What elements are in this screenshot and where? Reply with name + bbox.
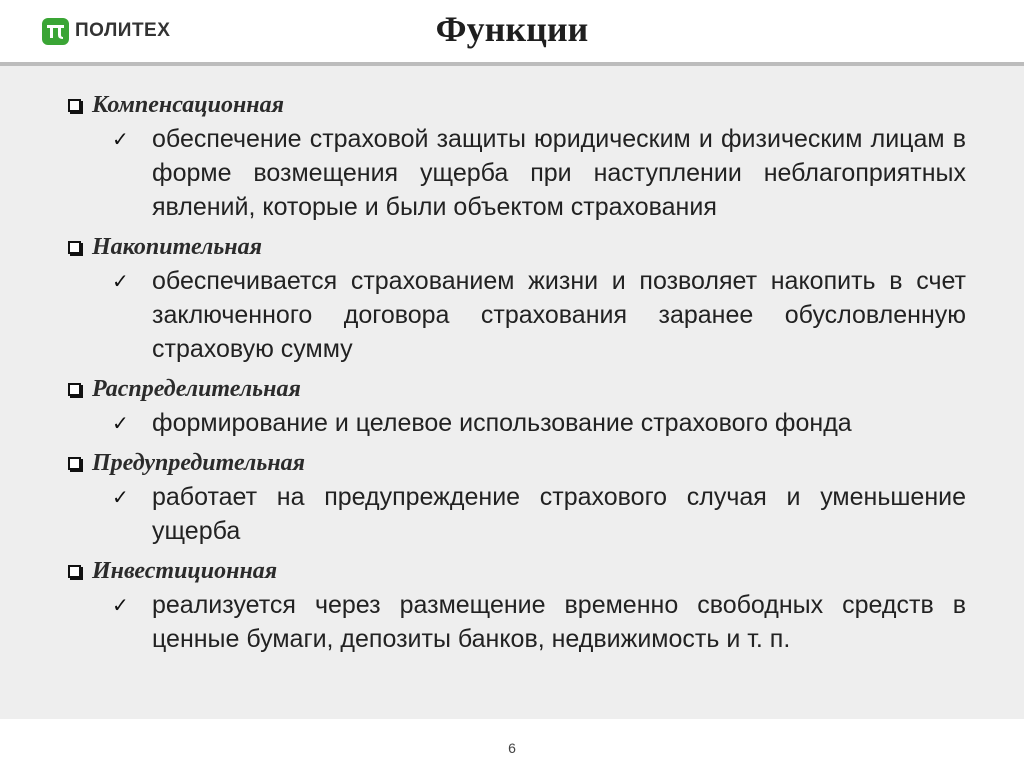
- item-description-row: [64, 122, 966, 224]
- item-heading-row: [64, 446, 966, 480]
- item-heading: Накопительная: [92, 233, 262, 260]
- slide-content: [0, 66, 1024, 719]
- item-heading: Предупредительная: [92, 449, 305, 476]
- list-item: [64, 230, 966, 366]
- item-description-row: [64, 480, 966, 548]
- item-heading-row: [64, 88, 966, 122]
- item-description: обеспечивается страхованием жизни и позволяет накопить в счет заключенного договора страхования заранее обусловленную страховую сумму: [152, 267, 966, 363]
- list-item: [64, 554, 966, 656]
- function-list: [64, 88, 966, 662]
- item-description: реализуется через размещение временно свободных средств в ценные бумаги, депозиты банков, недвижимость и т. п.: [152, 591, 966, 653]
- item-heading-row: [64, 554, 966, 588]
- checkmark-icon: ✓: [112, 485, 129, 509]
- item-heading: Компенсационная: [92, 91, 284, 118]
- square-bullet-icon: [68, 99, 81, 112]
- item-description: работает на предупреждение страхового случая и уменьшение ущерба: [152, 483, 966, 545]
- square-bullet-icon: [68, 241, 81, 254]
- item-description-row: [64, 264, 966, 366]
- item-description-row: [64, 406, 966, 440]
- brand-name: ПОЛИТЕХ: [75, 20, 171, 41]
- square-bullet-icon: [68, 383, 81, 396]
- item-heading: Инвестиционная: [92, 557, 278, 584]
- item-heading-row: [64, 372, 966, 406]
- checkmark-icon: ✓: [112, 269, 129, 293]
- square-bullet-icon: [68, 565, 81, 578]
- item-heading: Распределительная: [92, 375, 301, 402]
- slide-header: [0, 0, 1024, 62]
- checkmark-icon: ✓: [112, 127, 129, 151]
- page-number: 6: [508, 740, 516, 756]
- list-item: [64, 446, 966, 548]
- item-heading-row: [64, 230, 966, 264]
- list-item: [64, 88, 966, 224]
- item-description: обеспечение страховой защиты юридическим и физическим лицам в форме возмещения ущерба при наступлении неблагоприятных явлений, которые и были объектом страхования: [152, 125, 966, 221]
- list-item: [64, 372, 966, 440]
- square-bullet-icon: [68, 457, 81, 470]
- item-description-row: [64, 588, 966, 656]
- slide-title: Функции: [435, 9, 589, 49]
- item-description: формирование и целевое использование страхового фонда: [152, 409, 852, 437]
- checkmark-icon: ✓: [112, 593, 129, 617]
- checkmark-icon: ✓: [112, 411, 129, 435]
